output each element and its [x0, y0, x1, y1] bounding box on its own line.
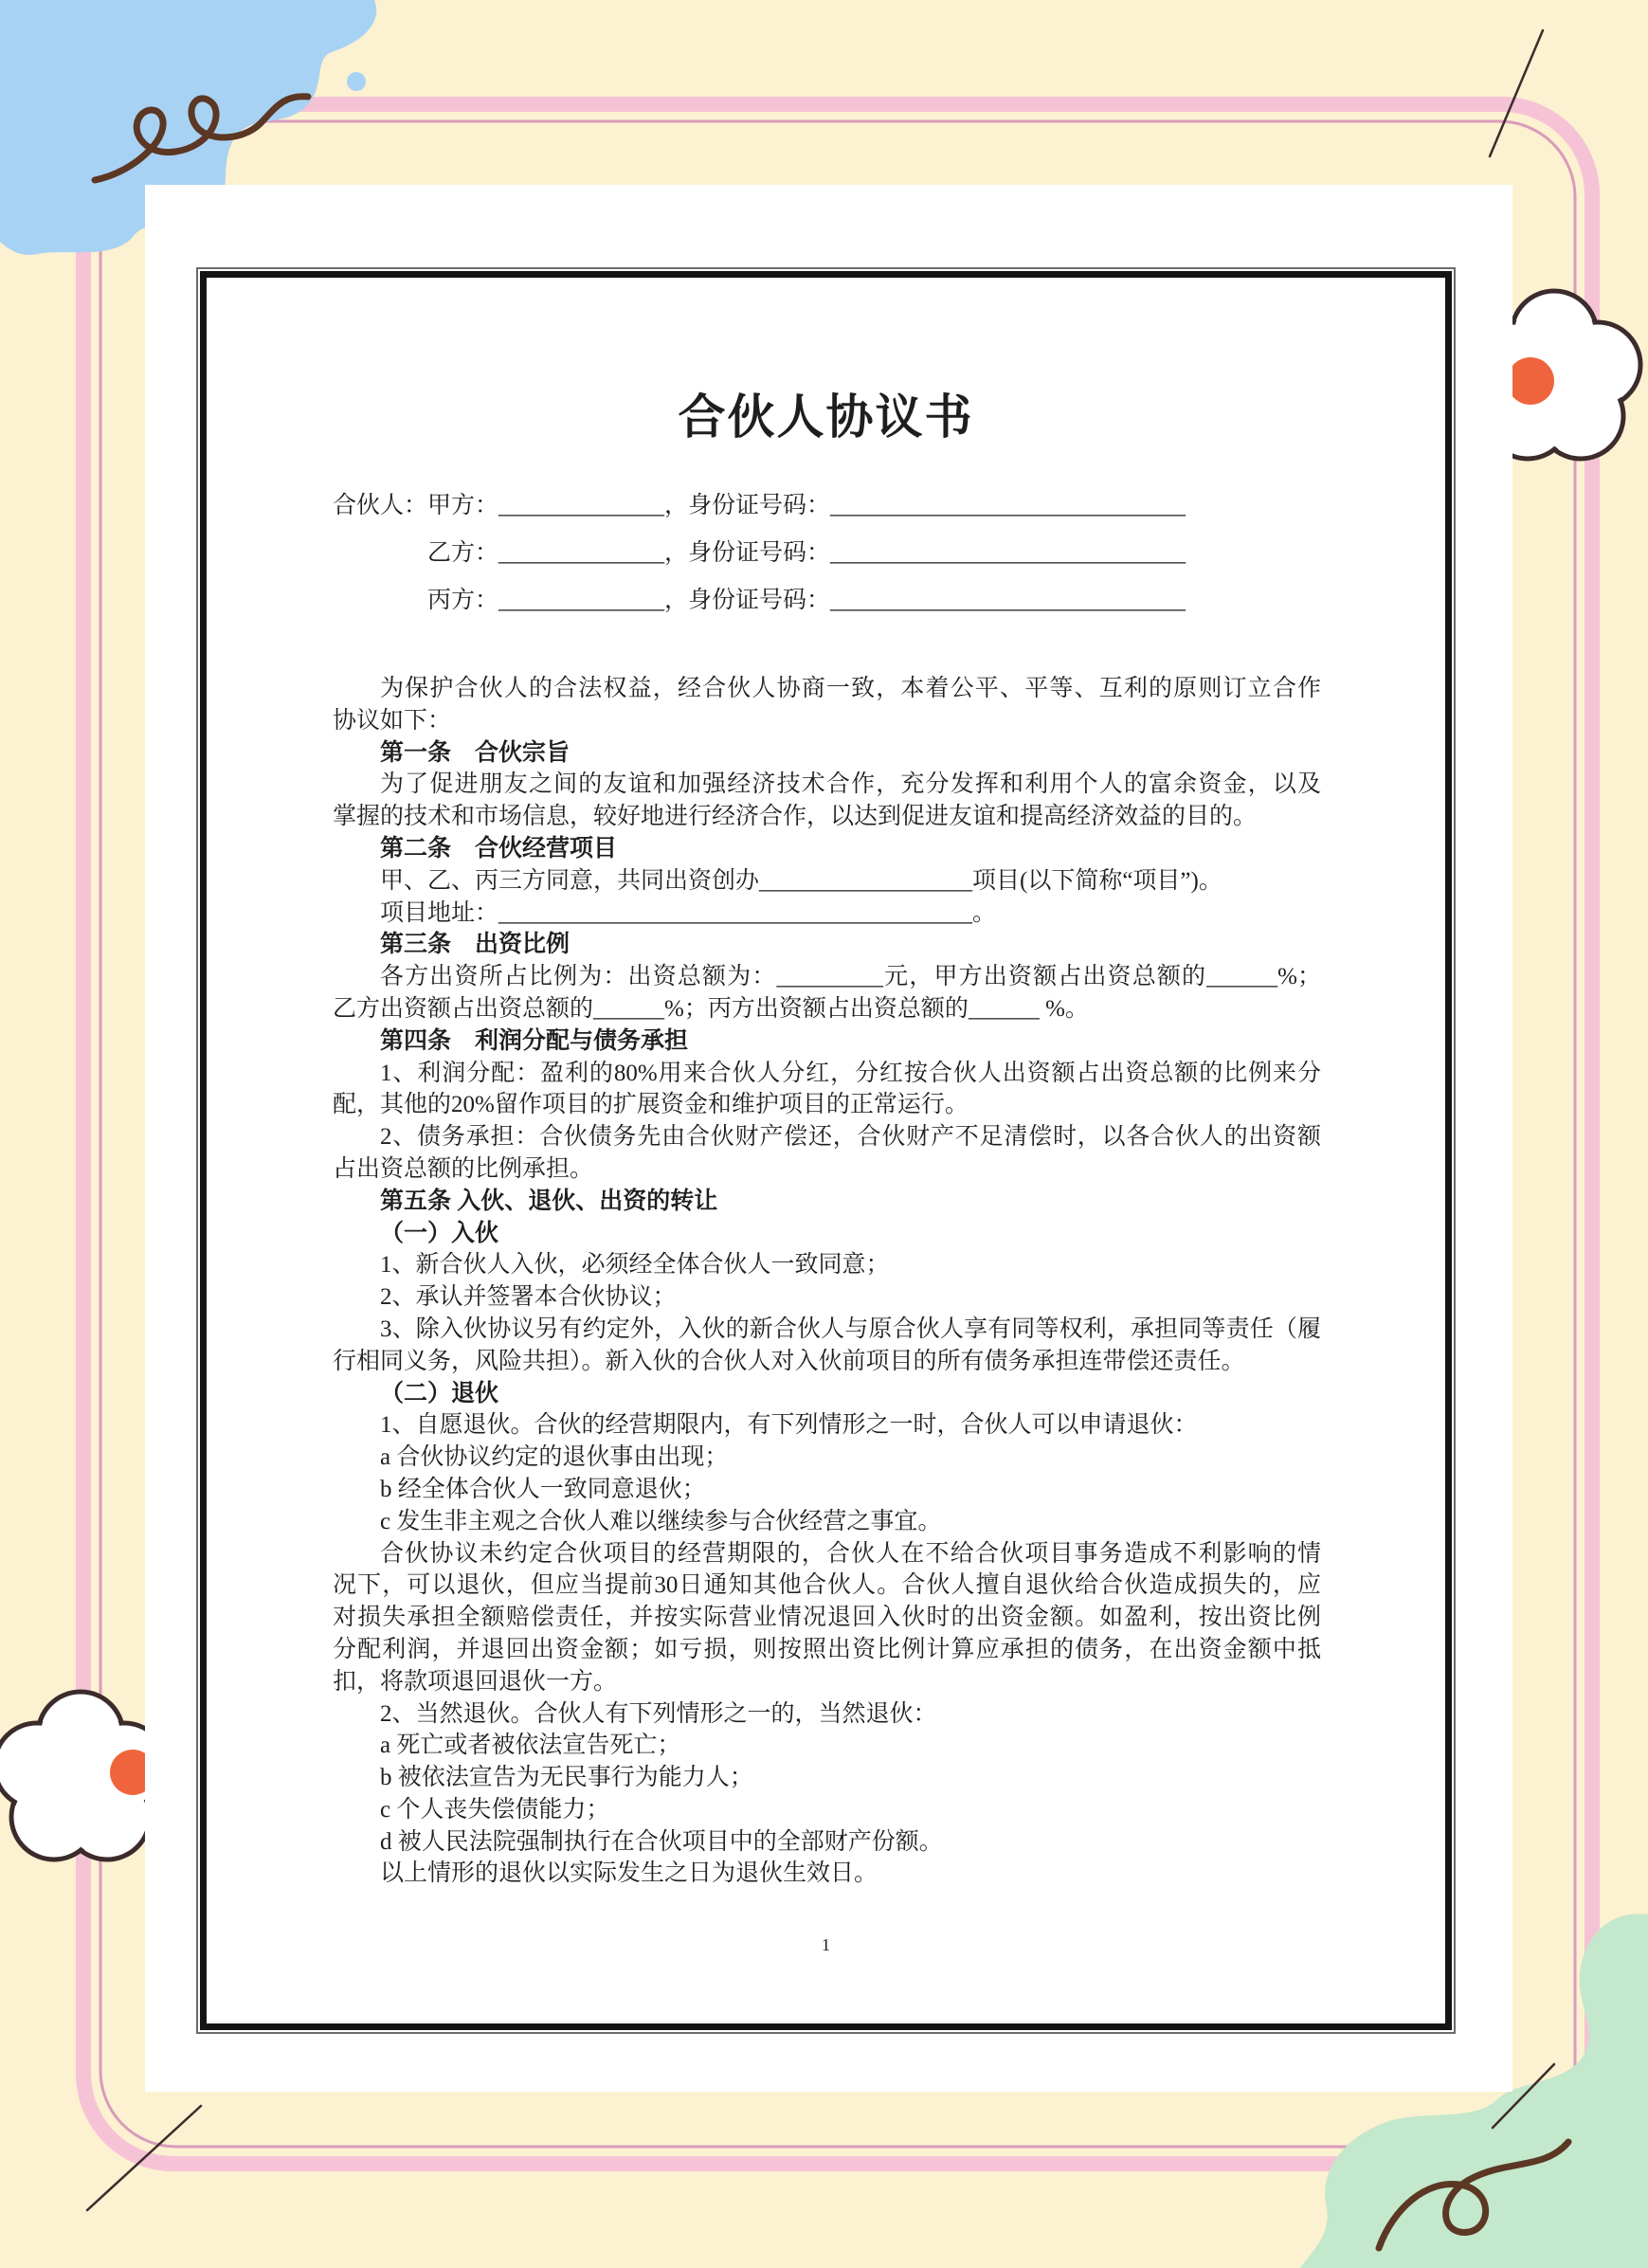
party-list: [333, 482, 1321, 625]
body-text-line: 甲、乙、丙三方同意，共同出资创办__________________项目(以下简称“项目”)。: [380, 867, 1222, 894]
name-blank: ______________: [498, 493, 665, 518]
body-text-line: 乙方出资额占出资总额的______%；丙方出资额占出资总额的______ %。: [333, 995, 1089, 1022]
body-text-line: 占出资总额的比例承担。: [333, 1155, 594, 1182]
body-text-line: 配，其他的20%留作项目的扩展资金和维护项目的正常运行。: [333, 1092, 969, 1118]
body-text-line: 1、新合伙人入伙，必须经全体合伙人一致同意；: [380, 1252, 890, 1279]
id-number-blank: ______________________________: [830, 493, 1186, 518]
body-text-line: 各方出资所占比例为：出资总额为：_________元，甲方出资额占出资总额的______%；: [380, 964, 1321, 990]
party-label: 丙方：: [427, 588, 499, 613]
body-text-line: 2、当然退伙。合伙人有下列情形之一的，当然退伙：: [380, 1700, 937, 1727]
body-text-line: 行相同义务，风险共担）。新入伙的合伙人对入伙前项目的所有债务承担连带偿还责任。: [333, 1348, 1245, 1374]
id-number-blank: ______________________________: [830, 588, 1186, 613]
party-row: [333, 482, 1321, 530]
body-text-line: 协议如下：: [333, 707, 452, 734]
body-text-line: 合伙协议未约定合伙项目的经营期限的，合伙人在不给合伙项目事务造成不利影响的情: [380, 1540, 1321, 1567]
flower-icon: [0, 1692, 167, 1860]
body-text-line: 1、利润分配：盈利的80%用来合伙人分红，分红按合伙人出资额占出资总额的比例来分: [380, 1060, 1321, 1086]
body-text-line: a 合伙协议约定的退伙事由出现；: [380, 1444, 729, 1471]
clause-heading: （一）入伙: [380, 1220, 499, 1246]
id-number-label: ，身份证号码：: [664, 588, 831, 613]
name-blank: ______________: [498, 540, 665, 566]
body-text-line: 对损失承担全额赔偿责任，并按实际营业情况退回入伙时的出资金额。如盈利，按出资比例: [333, 1605, 1321, 1631]
id-number-label: ，身份证号码：: [664, 540, 831, 566]
body-text-line: 项目地址：________________________________________。: [380, 899, 997, 926]
body-text-line: d 被人民法院强制执行在合伙项目中的全部财产份额。: [380, 1828, 943, 1855]
clause-heading: （二）退伙: [380, 1380, 499, 1406]
party-row: [333, 577, 1321, 625]
body-text-line: 掌握的技术和市场信息，较好地进行经济合作，以达到促进友谊和提高经济效益的目的。: [333, 804, 1258, 830]
id-number-label: ，身份证号码：: [664, 493, 831, 518]
clause-heading: 第五条 入伙、退伙、出资的转让: [380, 1188, 718, 1214]
clause-heading: 第一条 合伙宗旨: [380, 739, 570, 766]
clause-heading: 第二条 合伙经营项目: [380, 835, 618, 862]
clause-heading: 第三条 出资比例: [380, 932, 570, 958]
party-label: 甲方：: [427, 493, 499, 518]
body-text-line: 2、债务承担：合伙债务先由合伙财产偿还，合伙财产不足清偿时，以各合伙人的出资额: [380, 1124, 1321, 1151]
blue-paint-dot: [347, 72, 366, 91]
body-text-line: b 经全体合伙人一致同意退伙；: [380, 1476, 706, 1502]
page-number: 1: [822, 1935, 830, 1954]
body-text-line: a 死亡或者被依法宣告死亡；: [380, 1733, 681, 1759]
document-title: 合伙人协议书: [678, 390, 974, 444]
body-text-line: c 个人丧失偿债能力；: [380, 1796, 610, 1823]
party-row: [333, 530, 1321, 577]
diagonal-accent-line: [1490, 30, 1543, 156]
agreement-body: [333, 673, 1321, 1890]
party-prefix: 合伙人：: [333, 493, 428, 518]
id-number-blank: ______________________________: [830, 540, 1186, 566]
body-text-line: 2、承认并签署本合伙协议；: [380, 1284, 677, 1311]
body-text-line: 3、除入伙协议另有约定外，入伙的新合伙人与原合伙人享有同等权利，承担同等责任（履: [380, 1315, 1321, 1342]
party-label: 乙方：: [427, 540, 499, 566]
body-text-line: 以上情形的退伙以实际发生之日为退伙生效日。: [380, 1860, 878, 1887]
body-text-line: c 发生非主观之合伙人难以继续参与合伙经营之事宜。: [380, 1508, 942, 1534]
body-text-line: b 被依法宣告为无民事行为能力人；: [380, 1765, 753, 1791]
body-text-line: 扣，将款项退回退伙一方。: [333, 1668, 618, 1695]
body-text-line: 为保护合伙人的合法权益，经合伙人协商一致，本着公平、平等、互利的原则订立合作: [380, 676, 1321, 701]
body-text-line: 1、自愿退伙。合伙的经营期限内，有下列情形之一时，合伙人可以申请退伙：: [380, 1412, 1198, 1439]
name-blank: ______________: [498, 588, 665, 613]
clause-heading: 第四条 利润分配与债务承担: [380, 1027, 689, 1054]
flower-center-dot: [1507, 357, 1554, 405]
body-text-line: 分配利润，并退回出资金额；如亏损，则按照出资比例计算应承担的债务，在出资金额中抵: [333, 1636, 1321, 1662]
body-text-line: 况下，可以退伙，但应当提前30日通知其他合伙人。合伙人擅自退伙给合伙造成损失的，应: [333, 1572, 1321, 1599]
body-text-line: 为了促进朋友之间的友谊和加强经济技术合作，充分发挥和利用个人的富余资金，以及: [380, 771, 1321, 798]
